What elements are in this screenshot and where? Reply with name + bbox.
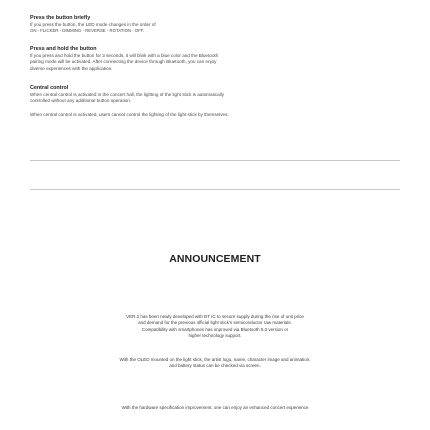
press-briefly-heading: Press the button briefly — [30, 15, 91, 21]
divider — [30, 189, 400, 190]
announcement-line: With the hardware specification improvement, one can enjoy an enhanced concert experience — [121, 405, 309, 410]
central-control-line: When central control is activated, users cannot control the lighting of the light stick by themselves. — [30, 111, 229, 117]
press-hold-line: diverse experiences with the application. — [30, 65, 113, 71]
announcement-line: VER.2 has been newly developed with BT IC to secure supply during the rise of unit price — [126, 314, 304, 319]
central-control-line: controlled without any additional button operation. — [30, 98, 132, 104]
spacer — [30, 105, 400, 112]
announcement-line: and battery status can be checked via screen. — [169, 363, 261, 369]
announcement-paragraph — [30, 405, 400, 411]
press-briefly-section — [30, 15, 400, 35]
announcement-line: Compatibility with smartphones has improved via Bluetooth 5.0 version or — [141, 326, 289, 332]
press-hold-line: If you press and hold the button for 3 seconds, it will blink with a blue color and the Bluetooth — [30, 53, 219, 58]
press-briefly-line: ON - FLICKER - DIMMING - REVERSE - ROTATION - OFF. — [30, 28, 145, 34]
central-control-heading: Central control — [30, 85, 69, 91]
press-hold-section — [30, 46, 400, 72]
press-hold-heading: Press and hold the button — [30, 46, 97, 52]
announcement-line: and demand for the previous official light stick's semiconductor raw materials. — [138, 320, 292, 326]
press-briefly-line: If you press the button, the LED mode changes in the order of — [30, 22, 156, 27]
announcement-line: higher technology support. — [188, 332, 242, 338]
divider — [30, 160, 400, 161]
announcement-paragraph — [60, 357, 370, 370]
announcement-title: ANNOUNCEMENT — [169, 253, 261, 265]
announcement-paragraph — [60, 314, 370, 339]
announcement-line: With the OLED mounted on the light stick, the artist logo, name, character image and animation, — [119, 357, 311, 362]
central-control-line: When central control is activated in the concert hall, the lighting of the light stick is automatically — [30, 92, 225, 97]
press-hold-line: pairing mode will be activated. After connecting the device through Bluetooth, you can enjoy — [30, 59, 217, 65]
central-control-section — [30, 85, 400, 118]
